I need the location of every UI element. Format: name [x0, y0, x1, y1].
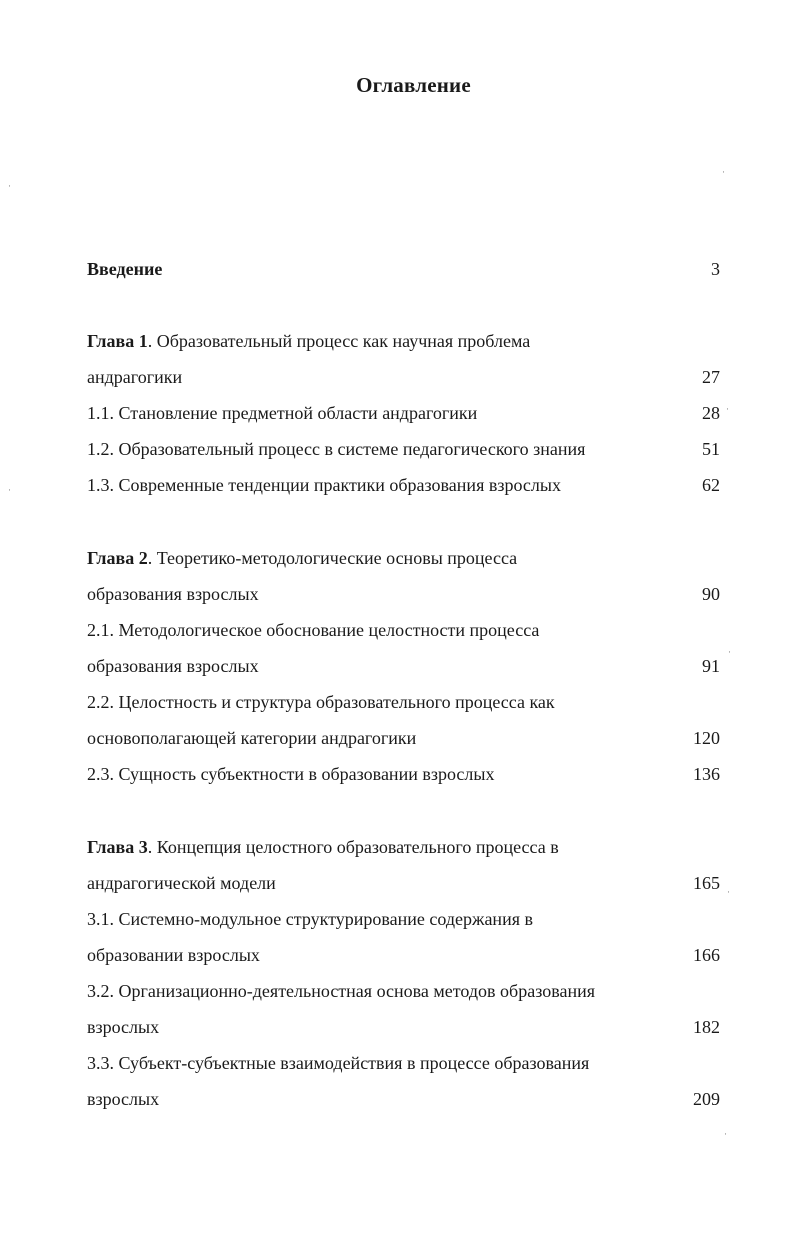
- section-title-cont: взрослых: [87, 1089, 160, 1109]
- toc-chapter-3-heading[interactable]: [87, 834, 720, 860]
- toc-page-number: 27: [702, 367, 720, 387]
- section-title-cont: взрослых: [87, 1017, 160, 1037]
- toc-entry-intro[interactable]: [87, 256, 720, 282]
- toc-section-2-1-cont[interactable]: [87, 653, 720, 679]
- section-title: 2.2. Целостность и структура образовательного процесса как: [87, 692, 555, 712]
- scan-speck: ·: [8, 485, 11, 495]
- toc-page-number: 182: [693, 1017, 720, 1037]
- toc-section-3-3-cont[interactable]: [87, 1086, 720, 1112]
- toc-page-number: 120: [693, 728, 720, 748]
- chapter-title-cont: андрагогической модели: [87, 873, 276, 893]
- toc-page-number: 209: [693, 1089, 720, 1109]
- section-title: 3.3. Субъект-субъектные взаимодействия в процессе образования: [87, 1053, 590, 1073]
- section-title-cont: образования взрослых: [87, 656, 259, 676]
- toc-page-number: 28: [702, 403, 720, 423]
- section-title: 1.1. Становление предметной области андрагогики: [87, 403, 478, 423]
- scan-speck: ·: [8, 181, 11, 191]
- toc-section-2-2-cont[interactable]: [87, 725, 720, 751]
- toc-section-2-2[interactable]: [87, 689, 720, 715]
- scan-speck: ·: [726, 404, 729, 414]
- scan-speck: ·: [727, 887, 730, 897]
- toc-chapter-1-heading-cont[interactable]: [87, 364, 720, 390]
- chapter-title: . Теоретико-методологические основы процесса: [147, 548, 518, 568]
- toc-section-3-2-cont[interactable]: [87, 1014, 720, 1040]
- scan-speck: ·: [724, 1129, 727, 1139]
- section-title: 2.3. Сущность субъектности в образовании взрослых: [87, 764, 495, 784]
- section-title-cont: основополагающей категории андрагогики: [87, 728, 417, 748]
- section-title: 2.1. Методологическое обоснование целостности процесса: [87, 620, 540, 640]
- section-title-cont: образовании взрослых: [87, 945, 260, 965]
- toc-page-number: 3: [711, 259, 720, 279]
- toc-page-number: 51: [702, 439, 720, 459]
- chapter-label: Глава 3: [87, 837, 148, 857]
- toc-section-3-2[interactable]: [87, 978, 720, 1004]
- chapter-title: . Концепция целостного образовательного процесса в: [147, 837, 559, 857]
- toc-chapter-3-heading-cont[interactable]: [87, 870, 720, 896]
- toc-page-number: 136: [693, 764, 720, 784]
- toc-section-2-3[interactable]: [87, 761, 720, 787]
- toc-page-number: 165: [693, 873, 720, 893]
- toc-section-3-3[interactable]: [87, 1050, 720, 1076]
- toc-section-2-1[interactable]: [87, 617, 720, 643]
- section-title: 1.3. Современные тенденции практики образования взрослых: [87, 475, 561, 495]
- toc-section-3-1-cont[interactable]: [87, 942, 720, 968]
- toc-section-1-1[interactable]: [87, 400, 720, 426]
- toc-section-3-1[interactable]: [87, 906, 720, 932]
- toc-page-number: 166: [693, 945, 720, 965]
- toc-section-1-3[interactable]: [87, 472, 720, 498]
- toc-intro-label: Введение: [87, 259, 163, 279]
- toc-page-number: 90: [702, 584, 720, 604]
- section-title: 3.1. Системно-модульное структурирование содержания в: [87, 909, 533, 929]
- page-title: Оглавление: [356, 73, 471, 97]
- scan-speck: ·: [722, 167, 725, 177]
- chapter-title: . Образовательный процесс как научная проблема: [147, 331, 531, 351]
- chapter-title-cont: образования взрослых: [87, 584, 259, 604]
- toc-chapter-2-heading[interactable]: [87, 545, 720, 571]
- toc-page-number: 91: [702, 656, 720, 676]
- chapter-title-cont: андрагогики: [87, 367, 183, 387]
- section-title: 3.2. Организационно-деятельностная основа методов образования: [87, 981, 595, 1001]
- toc-chapter-2-heading-cont[interactable]: [87, 581, 720, 607]
- scan-speck: ·: [728, 647, 731, 657]
- section-title: 1.2. Образовательный процесс в системе педагогического знания: [87, 439, 586, 459]
- toc-page-number: 62: [702, 475, 720, 495]
- toc-section-1-2[interactable]: [87, 436, 720, 462]
- toc-chapter-1-heading[interactable]: [87, 328, 720, 354]
- chapter-label: Глава 2: [87, 548, 148, 568]
- chapter-label: Глава 1: [87, 331, 148, 351]
